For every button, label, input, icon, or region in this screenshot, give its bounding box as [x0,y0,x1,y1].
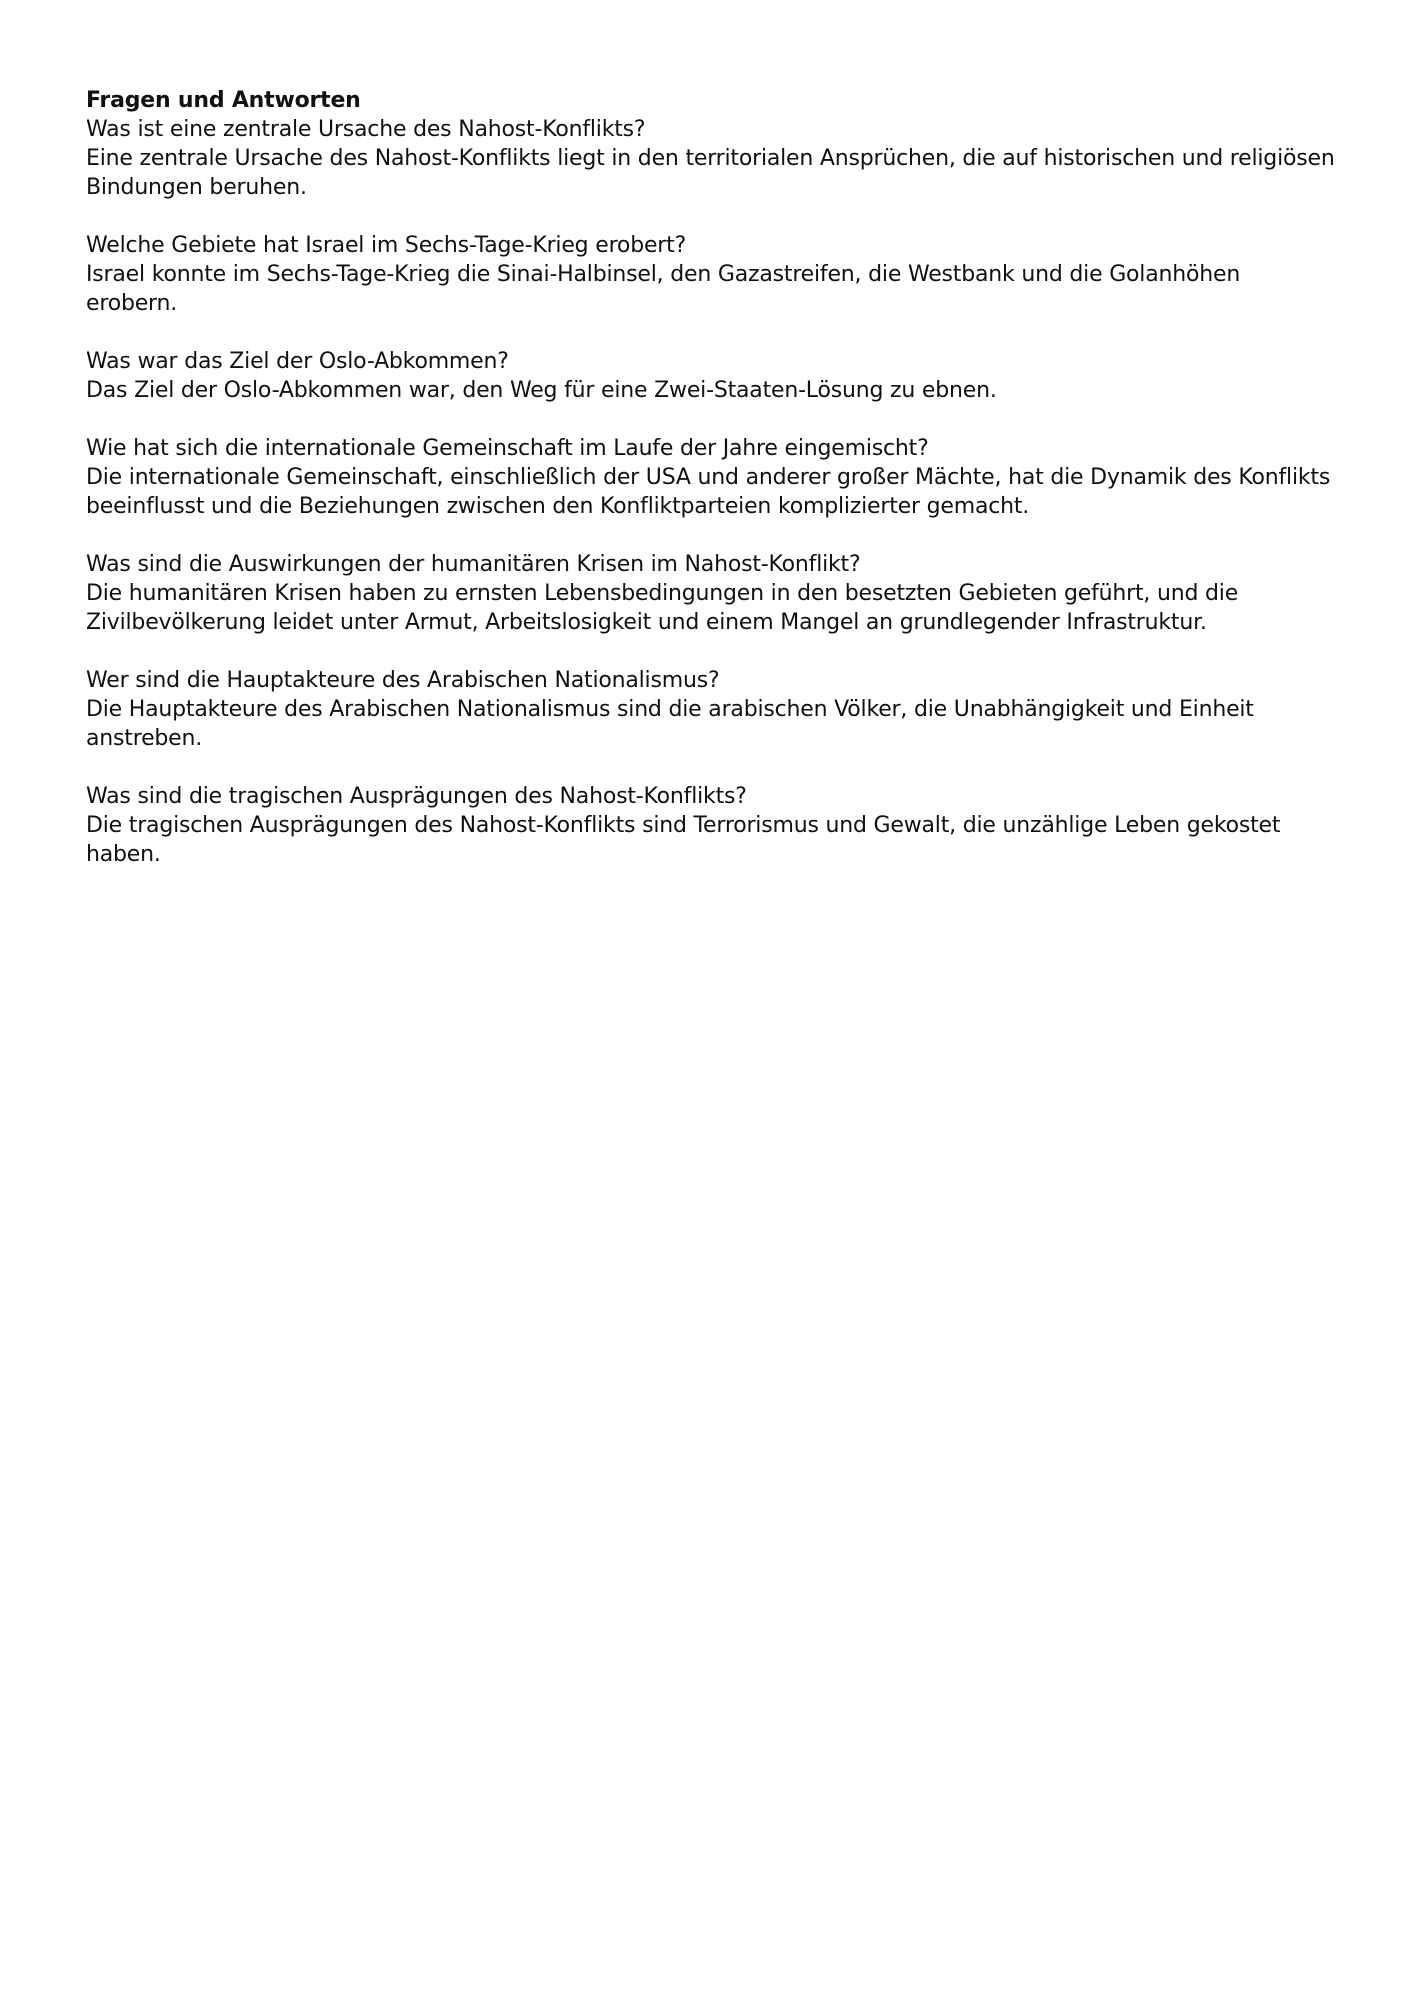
answer-7: Die tragischen Ausprägungen des Nahost-Konflikts sind Terrorismus und Gewalt, die unzählige Leben gekostet haben. [86,813,1281,867]
question-4: Wie hat sich die internationale Gemeinschaft im Laufe der Jahre eingemischt? [86,436,929,461]
question-3: Was war das Ziel der Oslo-Abkommen? [86,349,509,374]
qa-item-4 [86,434,1336,521]
answer-2: Israel konnte im Sechs-Tage-Krieg die Sinai-Halbinsel, den Gazastreifen, die Westbank und die Golanhöhen erobern. [86,262,1241,316]
qa-item-7 [86,782,1336,869]
question-2: Welche Gebiete hat Israel im Sechs-Tage-Krieg erobert? [86,233,687,258]
question-5: Was sind die Auswirkungen der humanitären Krisen im Nahost-Konflikt? [86,552,861,577]
qa-item-1 [86,115,1336,202]
answer-1: Eine zentrale Ursache des Nahost-Konflikts liegt in den territorialen Ansprüchen, die auf historischen und religiösen Bindungen beruhen. [86,146,1335,200]
document-heading: Fragen und Antworten [86,88,361,113]
question-1: Was ist eine zentrale Ursache des Nahost-Konflikts? [86,117,646,142]
answer-4: Die internationale Gemeinschaft, einschließlich der USA und anderer großer Mächte, hat die Dynamik des Konflikts beeinflusst und die Beziehungen zwischen den Konfliktparteien komplizierter gemacht. [86,465,1331,519]
question-7: Was sind die tragischen Ausprägungen des Nahost-Konflikts? [86,784,747,809]
qa-item-3 [86,347,1336,405]
qa-item-2 [86,231,1336,318]
answer-5: Die humanitären Krisen haben zu ernsten Lebensbedingungen in den besetzten Gebieten geführt, und die Zivilbevölkerung leidet unter Armut, Arbeitslosigkeit und einem Mangel an grundlegender Infrastruktur. [86,581,1239,635]
question-6: Wer sind die Hauptakteure des Arabischen Nationalismus? [86,668,720,693]
document-content [86,86,1336,898]
qa-item-5 [86,550,1336,637]
answer-6: Die Hauptakteure des Arabischen Nationalismus sind die arabischen Völker, die Unabhängigkeit und Einheit anstreben. [86,697,1254,751]
answer-3: Das Ziel der Oslo-Abkommen war, den Weg für eine Zwei-Staaten-Lösung zu ebnen. [86,378,997,403]
qa-item-6 [86,666,1336,753]
